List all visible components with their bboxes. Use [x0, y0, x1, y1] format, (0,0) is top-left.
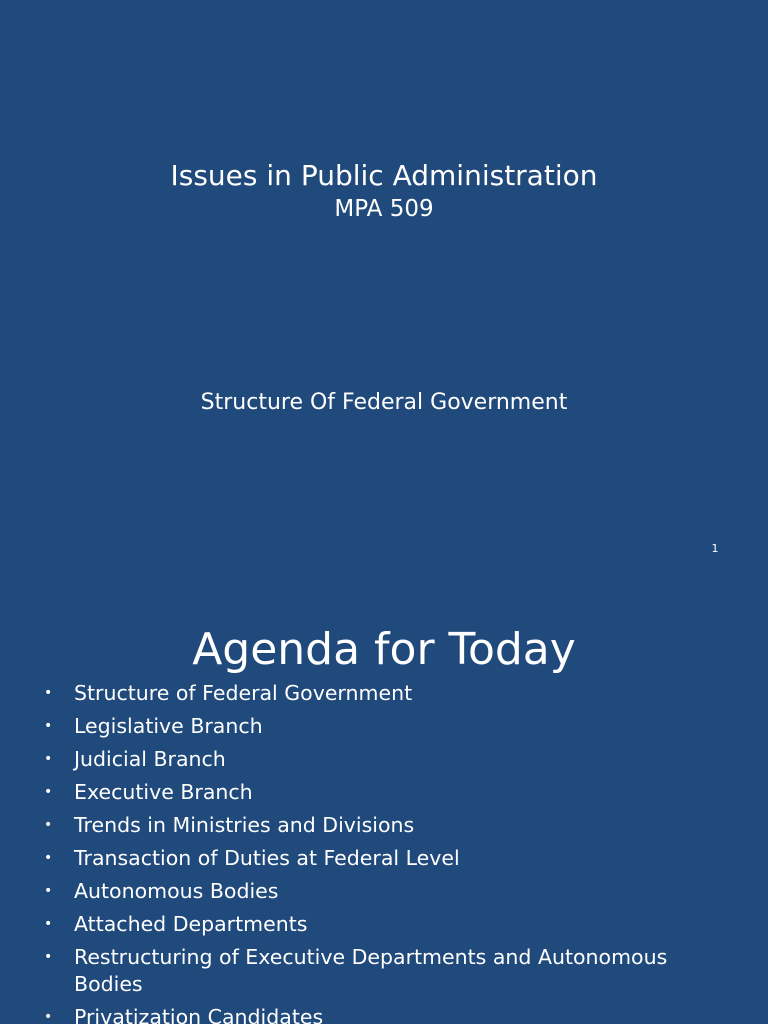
- bullet-icon: •: [44, 784, 53, 800]
- agenda-item: [40, 911, 740, 938]
- slide-subtitle: Structure Of Federal Government: [200, 390, 568, 415]
- agenda-item: [40, 944, 740, 998]
- agenda-item-text: Transaction of Duties at Federal Level: [74, 846, 460, 870]
- bullet-icon: •: [44, 817, 53, 833]
- agenda-item-text: Autonomous Bodies: [74, 879, 279, 903]
- agenda-item-text: Structure of Federal Government: [74, 681, 413, 705]
- agenda-item-text: Privatization Candidates: [74, 1005, 324, 1024]
- agenda-item: [40, 779, 740, 806]
- bullet-icon: •: [44, 1009, 53, 1024]
- agenda-item: [40, 812, 740, 839]
- bullet-icon: •: [44, 883, 53, 899]
- agenda-item: [40, 845, 740, 872]
- agenda-item-text: Trends in Ministries and Divisions: [74, 813, 415, 837]
- slide-title: Issues in Public Administration: [170, 159, 598, 192]
- agenda-item-text: Judicial Branch: [74, 747, 226, 771]
- agenda-item: [40, 746, 740, 773]
- bullet-icon: •: [44, 916, 53, 932]
- agenda-item-text: Restructuring of Executive Departments and Autonomous Bodies: [74, 945, 668, 996]
- agenda-item: [40, 680, 740, 707]
- agenda-title: Agenda for Today: [192, 624, 576, 675]
- agenda-item-text: Attached Departments: [74, 912, 308, 936]
- agenda-item: [40, 713, 740, 740]
- agenda-item-text: Legislative Branch: [74, 714, 263, 738]
- bullet-icon: •: [44, 850, 53, 866]
- agenda-item: [40, 878, 740, 905]
- course-code: MPA 509: [334, 196, 434, 222]
- bullet-icon: •: [44, 751, 53, 767]
- agenda-item-text: Executive Branch: [74, 780, 253, 804]
- agenda-slide: [0, 576, 768, 1024]
- bullet-icon: •: [44, 718, 53, 734]
- agenda-list: [40, 680, 740, 1024]
- agenda-item: [40, 1004, 740, 1024]
- slide-number: 1: [711, 542, 719, 555]
- bullet-icon: •: [44, 685, 53, 701]
- bullet-icon: •: [44, 949, 53, 965]
